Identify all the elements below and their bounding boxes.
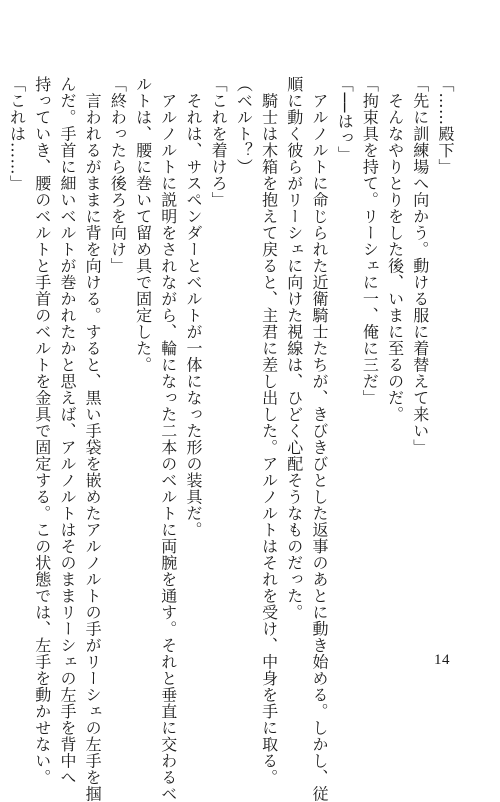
text-line: 順に動く彼らがリーシェに向けた視線は、ひどく心配そうなものだった。 [284,76,304,621]
text-line: 「これを着けろ」 [209,76,229,208]
text-line: 「──はっ」 [335,76,355,163]
text-line: んだ。手首に細いベルトが巻かれたかと思えば、アルノルトはそのままリーシェの左手を背中へ [57,76,77,786]
text-line: アルノルトに説明をされながら、輪になった二本のベルトに両腕を通す。それと垂直に交わるベ [158,76,178,802]
text-line: 持っていき、腰のベルトと手首のベルトを金具で固定する。この状態では、左手を動かせない。 [32,76,52,786]
text-line: 「……殿下」 [436,76,455,175]
text-line: （ベルト？） [234,76,254,175]
text-line: 「終わったら後ろを向け」 [108,76,128,274]
text-line: 「先に訓練場へ向かう。動ける服に着替えて来い」 [410,76,430,456]
text-line: アルノルトに命じられた近衛騎士たちが、きびきびとした返事のあとに動き始める。しかし、従 [309,76,329,802]
text-line: ルトは、腰に巻いて留め具で固定した。 [133,76,153,373]
text-line: それは、サスペンダーとベルトが一体になった形の装具だ。 [183,76,203,538]
text-line: 「これは……」 [7,76,27,192]
text-line: 騎士は木箱を抱えて戻ると、主君に差し出した。アルノルトはそれを受け、中身を手に取る。 [259,76,279,786]
text-line: 言われるがままに背を向ける。すると、黒い手袋を嵌めたアルノルトの手がリーシェの左手を掴 [83,76,103,802]
text-line: そんなやりとりをした後、いまに至るのだ。 [385,76,405,423]
text-line: 「拘束具を持て。リーシェに一、俺に三だ」 [360,76,380,406]
page-number: 14 [434,652,450,668]
